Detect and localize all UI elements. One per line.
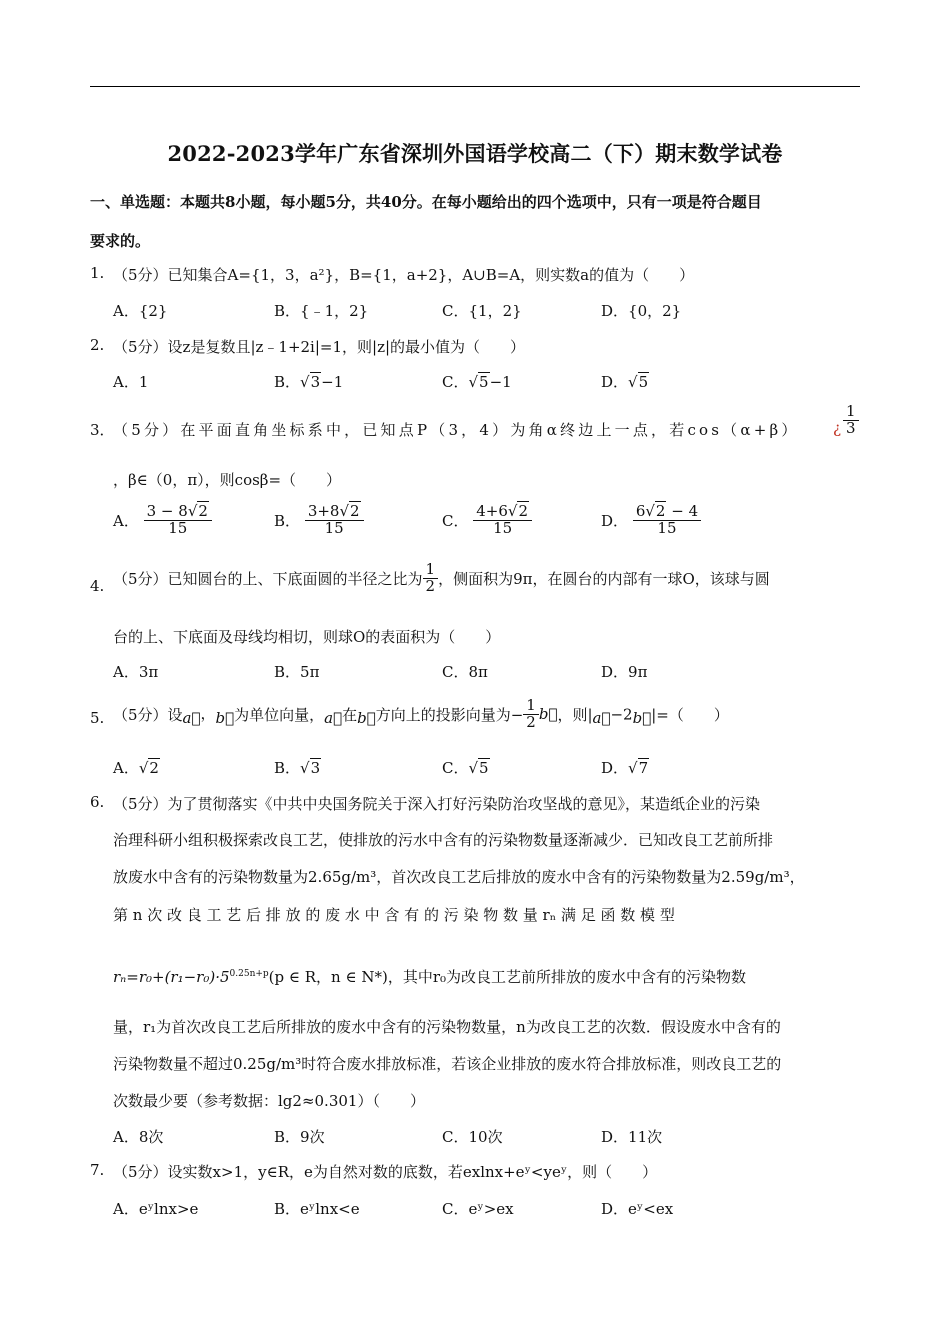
q2-number: 2. (90, 336, 105, 354)
q4-option-c: C．8π (442, 663, 488, 681)
q4-text: （5分）已知圆台的上、下底面圆的半径之比为 $\frac{1}{2}$ ，侧面积为9π，在圆台的内部有一球O，该球与圆 (113, 560, 770, 595)
q3-number: 3． (90, 421, 115, 439)
top-rule (90, 86, 860, 87)
q6-line-6: 量，r₁为首次改良工艺后所排放的废水中含有的污染物数量，n为改良工艺的次数．假设废水中含有的 (113, 1018, 781, 1036)
q2-option-b: B．√3−1 (274, 373, 344, 391)
q6-line-8: 次数最少要（参考数据：lg2≈0.301）（ ） (113, 1092, 425, 1110)
q4-number: 4. (90, 577, 105, 595)
q6-option-b: B．9次 (274, 1128, 325, 1146)
q6-option-c: C．10次 (442, 1128, 503, 1146)
page-title: 2022-2023学年广东省深圳外国语学校高二（下）期末数学试卷 (167, 141, 783, 166)
q3-glyph: ¿ (833, 419, 842, 437)
section-heading: 一、单选题：本题共8小题，每小题5分，共40分。在每小题给出的四个选项中，只有一项是符合题目 (90, 193, 762, 211)
q6-option-a: A．8次 (113, 1128, 164, 1146)
q4-option-d: D．9π (601, 663, 648, 681)
q6-formula: $r_n=r_0+(r_1-r_0)\cdot 5^{0.25n+p}(p$ ∈ R，n ∈ N*)，其中r₀为改良工艺前所排放的废水中含有的污染物数 (113, 968, 747, 986)
q1-option-c: C．{1，2} (442, 302, 522, 320)
q6-number: 6. (90, 793, 105, 811)
q1-option-b: B．{﹣1，2} (274, 302, 369, 320)
q1-text: （5分）已知集合A={1，3，a²}，B={1，a+2}，A∪B=A，则实数a的值为（ ） (113, 266, 695, 284)
q3-text-cont: ，β∈（0，π），则cosβ=（ ） (113, 471, 342, 489)
q6-line-2: 治理科研小组积极探索改良工艺，使排放的污水中含有的污染物数量逐渐减少．已知改良工艺前所排 (113, 831, 774, 849)
q3-option-d: D． $\frac{6√2 - 4}{15}$ (601, 504, 701, 537)
section-heading-cont: 要求的。 (90, 232, 151, 250)
q7-option-d: D．eʸ<ex (601, 1200, 674, 1218)
q1-option-d: D．{0，2} (601, 302, 682, 320)
q1-number: 1. (90, 264, 105, 282)
q6-line-1: （5分）为了贯彻落实《中共中央国务院关于深入打好污染防治攻坚战的意见》，某造纸企业的污染 (113, 795, 761, 813)
q2-option-a: A．1 (113, 373, 149, 391)
q5-option-a: A．√2 (113, 759, 159, 777)
q5-option-d: D．√7 (601, 759, 649, 777)
q3-text: （5分）在平面直角坐标系中，已知点P（3，4）为角α终边上一点，若cos（α+β） (113, 421, 800, 439)
q5-number: 5. (90, 709, 105, 727)
q3-fraction: $\frac{1}{3}$ (843, 404, 859, 437)
q4-option-a: A．3π (113, 663, 159, 681)
q2-option-c: C．√5−1 (442, 373, 512, 391)
q5-option-c: C．√5 (442, 759, 489, 777)
q6-line-3: 放废水中含有的污染物数量为2.65g/m³，首次改良工艺后排放的废水中含有的污染物数量为2.59g/m³， (113, 868, 805, 886)
q7-text: （5分）设实数x>1，y∈R，e为自然对数的底数，若exlnx+eʸ<yeʸ，则（ ） (113, 1163, 658, 1181)
q6-option-d: D．11次 (601, 1128, 663, 1146)
q1-option-a: A．{2} (113, 302, 168, 320)
q5-option-b: B．√3 (274, 759, 321, 777)
q2-text: （5分）设z是复数且|z﹣1+2i|=1，则|z|的最小值为（ ） (113, 338, 526, 356)
q7-option-b: B．eʸlnx<e (274, 1200, 360, 1218)
q7-option-c: C．eʸ>ex (442, 1200, 514, 1218)
q3-option-b: B． $\frac{3+8√2}{15}$ (274, 504, 364, 537)
q3-option-c: C． $\frac{4+6√2}{15}$ (442, 504, 532, 537)
q4-text-cont: 台的上、下底面及母线均相切，则球O的表面积为（ ） (113, 628, 501, 646)
q7-number: 7. (90, 1161, 105, 1179)
q6-line-4: 第 n 次 改 良 工 艺 后 排 放 的 废 水 中 含 有 的 污 染 物 数 量 rₙ 满 足 函 数 模 型 (113, 906, 675, 924)
q2-option-d: D．√5 (601, 373, 649, 391)
q7-option-a: A．eʸlnx>e (113, 1200, 199, 1218)
q5-text: （5分）设a⃗，b⃗为单位向量，a⃗在b⃗方向上的投影向量为− $\frac{1}{2}$ b⃗，则|a⃗−2b⃗|=（ ） (113, 696, 729, 731)
q6-line-7: 污染物数量不超过0.25g/m³时符合废水排放标准，若该企业排放的废水符合排放标准，则改良工艺的 (113, 1055, 782, 1073)
q3-option-a: A． $\frac{3 - 8√2}{15}$ (113, 504, 212, 537)
q4-option-b: B．5π (274, 663, 320, 681)
